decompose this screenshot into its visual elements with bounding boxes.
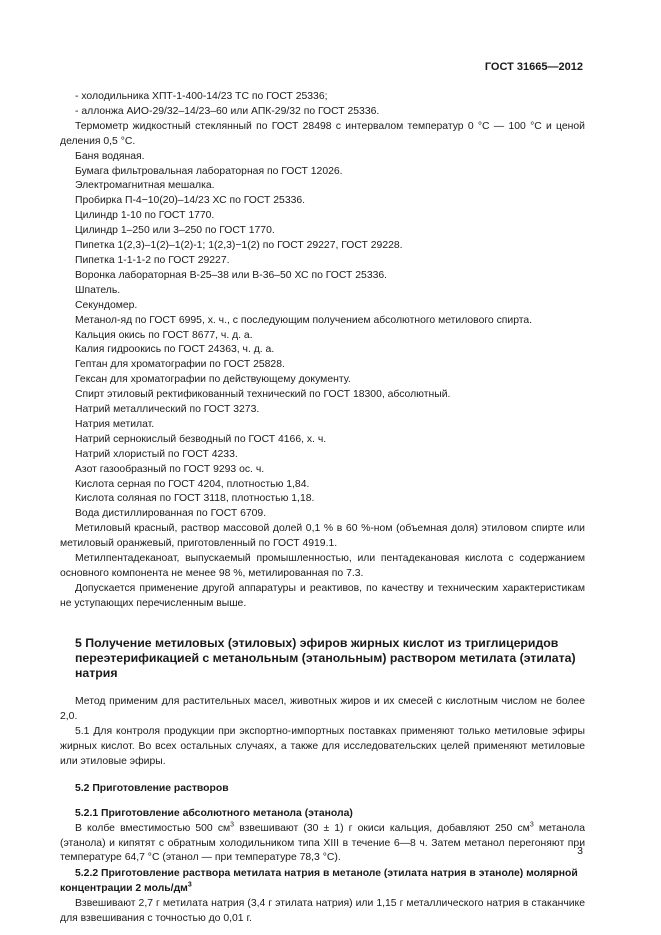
list-item: Метанол-яд по ГОСТ 6995, х. ч., с последующим получением абсолютного метилового спирта. — [75, 314, 533, 326]
clause-5-1-paragraph: 5.1 Для контроля продукции при экспортно-импортных поставках применяют только метиловые эфиры жирных кислот. Во всех остальных случаях, а также для исследовательских целей применяют метиловые или этиловые эфиры. — [60, 726, 585, 767]
document-body — [60, 90, 585, 927]
list-item: Пробирка П-4−10(20)–14/23 ХС по ГОСТ 25336. — [75, 195, 306, 207]
list-item: Пипетка 1-1-1-2 по ГОСТ 29227. — [75, 254, 230, 266]
list-item: Баня водяная. — [75, 150, 145, 162]
list-item: Гексан для хроматографии по действующему документу. — [75, 374, 351, 386]
list-item: Натрий металлический по ГОСТ 3273. — [75, 404, 260, 416]
methylpentadecanoate-paragraph: Метилпентадеканоат, выпускаемый промышленностью, или пентадекановая кислота с содержанием основного компонента не менее 98 %, метилированная по 7.3. — [60, 553, 585, 579]
page-number: 3 — [577, 845, 583, 857]
thermometer-paragraph: Термометр жидкостный стеклянный по ГОСТ 28498 с интервалом температур 0 °С — 100 °С и ценой деления 0,5 °С. — [60, 120, 585, 147]
list-item: Цилиндр 1–250 или 3–250 по ГОСТ 1770. — [75, 225, 275, 237]
list-item: Воронка лабораторная В-25–38 или В-36–50 ХС по ГОСТ 25336. — [75, 269, 388, 281]
list-item: Калия гидроокись по ГОСТ 24363, ч. д. а. — [75, 344, 275, 356]
clause-5-2-2-heading: 5.2.2 Приготовление раствора метилата натрия в метаноле (этилата натрия в этаноле) молярной концентрации 2 моль/$дм^3$ — [60, 868, 578, 895]
method-scope-paragraph: Метод применим для растительных масел, животных жиров и их смесей с кислотным числом не более 2,0. — [60, 696, 585, 723]
equipment-reagent-list — [60, 150, 585, 523]
list-item: Гептан для хроматографии по ГОСТ 25828. — [75, 359, 285, 371]
list-item: Кислота соляная по ГОСТ 3118, плотностью 1,18. — [75, 493, 315, 505]
list-line: - аллонжа АИО-29/32–14/23–60 или АПК-29/32 по ГОСТ 25336. — [75, 105, 380, 117]
list-item: Натрий хлористый по ГОСТ 4233. — [75, 448, 238, 460]
clause-5-2-1-text: В колбе вместимостью 500 $см^3$ взвешивают (30 ± 1) г окиси кальция, добавляют 250 $см^3$ метанола (этанола) и кипятят с обратным холодильником типа XIII в течение 6—8 ч. Затем метанол перегоняют при температуре 64,7 °С (этанол — при температуре 78,3 °С). — [60, 821, 585, 864]
list-item: Бумага фильтровальная лабораторная по ГОСТ 12026. — [75, 165, 343, 177]
list-item: Электромагнитная мешалка. — [75, 180, 215, 192]
list-item: Кислота серная по ГОСТ 4204, плотностью 1,84. — [75, 478, 310, 490]
list-item: Цилиндр 1-10 по ГОСТ 1770. — [75, 210, 215, 222]
section-5-heading: 5 Получение метиловых (этиловых) эфиров жирных кислот из триглицеридов переэтерификацией с метанольным (этанольным) раствором метилата (этилата) натрия — [75, 635, 576, 681]
list-item: Вода дистиллированная по ГОСТ 6709. — [75, 508, 267, 520]
list-item: Спирт этиловый ректификованный технический по ГОСТ 18300, абсолютный. — [75, 389, 451, 401]
indicator-paragraph: Метиловый красный, раствор массовой долей 0,1 % в 60 %-ном (объемная доля) этиловом спирте или метиловый оранжевый, приготовленный по ГОСТ 4919.1. — [60, 523, 585, 550]
clause-5-2-heading: 5.2 Приготовление растворов — [75, 782, 229, 794]
allowance-paragraph: Допускается применение другой аппаратуры и реактивов, по качеству и техническим характеристикам не уступающих перечисленным выше. — [60, 582, 585, 609]
list-item: Секундомер. — [75, 299, 138, 311]
list-line: - холодильника ХПТ-1-400-14/23 ТС по ГОСТ 25336; — [75, 91, 328, 102]
list-item: Кальция окись по ГОСТ 8677, ч. д. а. — [75, 329, 253, 341]
list-item: Натрия метилат. — [75, 418, 155, 430]
list-item: Шпатель. — [75, 284, 121, 296]
clause-5-2-1-heading: 5.2.1 Приготовление абсолютного метанола (этанола) — [75, 807, 353, 819]
list-item: Азот газообразный по ГОСТ 9293 ос. ч. — [75, 463, 265, 475]
standard-number-header: ГОСТ 31665—2012 — [484, 61, 583, 73]
clause-5-2-2-text: Взвешивают 2,7 г метилата натрия (3,4 г этилата натрия) или 1,15 г металлического натрия в стаканчике для взвешивания с точностью до 0,01 г. — [60, 898, 585, 925]
list-item: Пипетка 1(2,3)–1(2)–1(2)-1; 1(2,3)−1(2) по ГОСТ 29227, ГОСТ 29228. — [75, 240, 403, 252]
list-item: Натрий сернокислый безводный по ГОСТ 4166, х. ч. — [75, 433, 327, 445]
